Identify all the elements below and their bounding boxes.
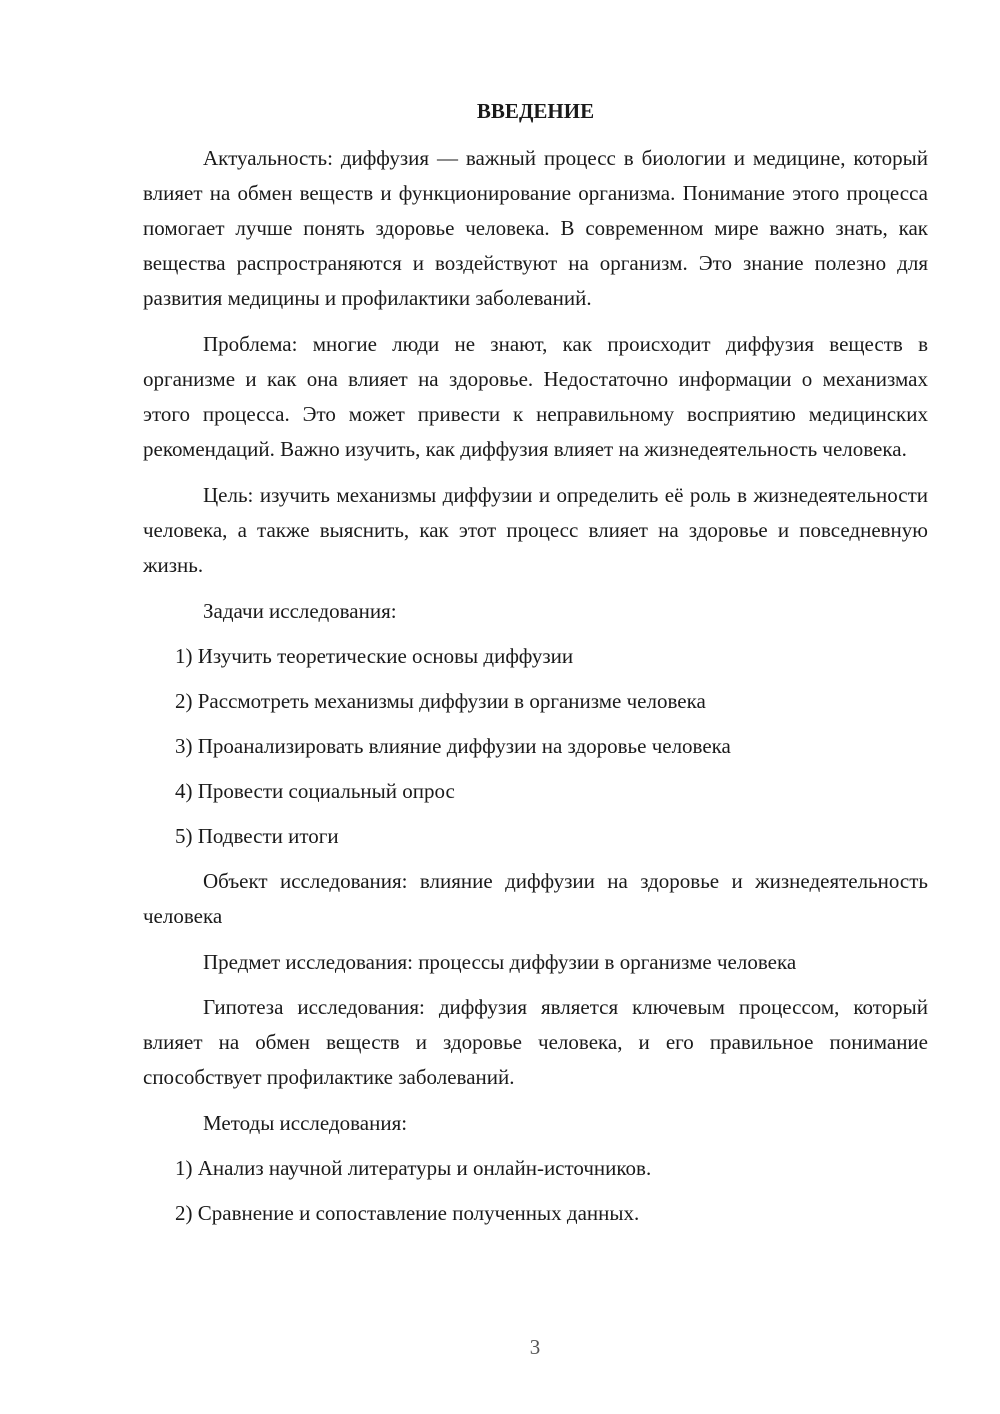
task-item-1: 1) Изучить теоретические основы диффузии xyxy=(175,644,574,668)
task-item-5: 5) Подвести итоги xyxy=(175,824,339,848)
problem-paragraph: Проблема: многие люди не знают, как происходит диффузия веществ в организме и как она влияет на здоровье. Недостаточно информации о механизмах этого процесса. Это может привести к неправильному восприятию медицинских рекомендаций. Важно изучить, как диффузия влияет на жизнедеятельность человека. xyxy=(143,332,928,461)
methods-heading: Методы исследования: xyxy=(203,1111,408,1135)
goal-paragraph: Цель: изучить механизмы диффузии и определить её роль в жизнедеятельности человека, а также выяснить, как этот процесс влияет на здоровье и повседневную жизнь. xyxy=(143,483,928,577)
task-item-3: 3) Проанализировать влияние диффузии на здоровье человека xyxy=(175,734,731,758)
methods-list xyxy=(143,1151,928,1231)
page-content xyxy=(143,94,928,1241)
relevance-paragraph: Актуальность: диффузия — важный процесс в биологии и медицине, который влияет на обмен веществ и функционирование организма. Понимание этого процесса помогает лучше понять здоровье человека. В современном мире важно знать, как вещества распространяются и воздействуют на организм. Это знание полезно для развития медицины и профилактики заболеваний. xyxy=(143,146,928,310)
task-item-2: 2) Рассмотреть механизмы диффузии в организме человека xyxy=(175,689,706,713)
subject-paragraph: Предмет исследования: процессы диффузии в организме человека xyxy=(203,950,797,974)
hypothesis-paragraph: Гипотеза исследования: диффузия является ключевым процессом, который влияет на обмен веществ и здоровье человека, и его правильное понимание способствует профилактике заболеваний. xyxy=(143,995,928,1089)
task-item-4: 4) Провести социальный опрос xyxy=(175,779,455,803)
object-paragraph: Объект исследования: влияние диффузии на здоровье и жизнедеятельность человека xyxy=(143,869,928,928)
tasks-list xyxy=(143,639,928,854)
tasks-heading: Задачи исследования: xyxy=(203,599,397,623)
method-item-1: 1) Анализ научной литературы и онлайн-источников. xyxy=(175,1156,652,1180)
method-item-2: 2) Сравнение и сопоставление полученных данных. xyxy=(175,1201,640,1225)
section-title: ВВЕДЕНИЕ xyxy=(476,99,595,123)
page-number: 3 xyxy=(529,1335,541,1359)
